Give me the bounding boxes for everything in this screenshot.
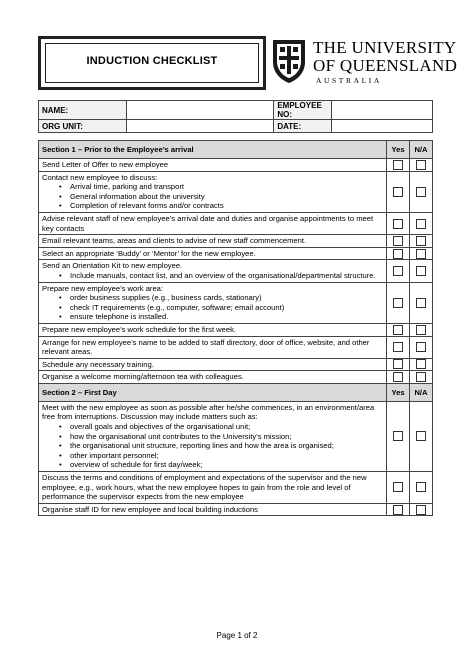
checklist-item [39, 401, 387, 471]
section-header [39, 141, 433, 159]
bullet-item: • order business supplies (e.g., business cards, stationary) [70, 293, 383, 303]
na-cell [410, 159, 433, 172]
checklist-item [39, 358, 387, 371]
section-header [39, 383, 433, 401]
yes-cell [387, 503, 410, 516]
yes-cell [387, 282, 410, 323]
checklist-item-text: Discuss the terms and conditions of employment and expectations of the supervisor and the new employee, e.g., work hours, what the new employee hopes to gain from the role and level of performance the supervisor expects from the new employee [42, 473, 367, 502]
bullet-item: • overview of schedule for first day/week; [70, 460, 383, 470]
section-title: Section 2 – First Day [39, 383, 387, 401]
checklist-item [39, 336, 387, 358]
na-cell [410, 260, 433, 282]
na-cell [410, 472, 433, 504]
checklist-row [39, 282, 433, 323]
yes-cell [387, 212, 410, 234]
checklist-row [39, 212, 433, 234]
checklist-item [39, 503, 387, 516]
checklist-row [39, 235, 433, 248]
checklist-item-text: Send Letter of Offer to new employee [42, 160, 169, 169]
checklist-row [39, 503, 433, 516]
checklist-item-text: Prepare new employee’s work schedule for the first week. [42, 324, 237, 334]
date-label: DATE: [274, 120, 332, 133]
na-checkbox[interactable] [416, 236, 426, 246]
bullet-item: • overall goals and objectives of the organisational unit; [70, 422, 383, 432]
yes-checkbox[interactable] [393, 342, 403, 352]
crest-icon [270, 38, 308, 84]
na-checkbox[interactable] [416, 342, 426, 352]
name-label: NAME: [39, 101, 127, 120]
yes-cell [387, 371, 410, 384]
org-unit-label: ORG UNIT: [39, 120, 127, 133]
yes-checkbox[interactable] [393, 187, 403, 197]
yes-checkbox[interactable] [393, 482, 403, 492]
na-cell [410, 371, 433, 384]
checklist-item-text: Email relevant teams, areas and clients to advise of new staff commencement. [42, 236, 307, 246]
yes-checkbox[interactable] [393, 236, 403, 246]
university-logo [268, 38, 458, 88]
yes-checkbox[interactable] [393, 431, 403, 441]
checklist-item-text: Schedule any necessary training. [42, 359, 154, 369]
bullet-item: • Include manuals, contact list, and an overview of the organisational/departmental structure. [70, 271, 383, 281]
section-1 [39, 141, 433, 384]
na-checkbox[interactable] [416, 359, 426, 369]
checklist-row [39, 159, 433, 172]
checklist-row [39, 336, 433, 358]
page-title: INDUCTION CHECKLIST [86, 55, 218, 67]
checklist-item-text: Select an appropriate ‘Buddy’ or ‘Mentor’ for the new employee. [42, 248, 256, 258]
bullet-item: • check IT requirements (e.g., computer, software; email account) [70, 303, 383, 313]
checklist-row [39, 358, 433, 371]
na-column-header: N/A [410, 141, 433, 159]
na-cell [410, 212, 433, 234]
bullet-item: • Arrival time, parking and transport [70, 182, 383, 192]
checklist-row [39, 401, 433, 471]
na-checkbox[interactable] [416, 431, 426, 441]
checklist-item [39, 235, 387, 248]
na-cell [410, 401, 433, 471]
na-cell [410, 336, 433, 358]
yes-cell [387, 472, 410, 504]
yes-checkbox[interactable] [393, 249, 403, 259]
yes-checkbox[interactable] [393, 219, 403, 229]
yes-cell [387, 336, 410, 358]
yes-checkbox[interactable] [393, 266, 403, 276]
yes-checkbox[interactable] [393, 160, 403, 170]
org-unit-field[interactable] [126, 120, 274, 133]
checklist-item [39, 159, 387, 172]
na-cell [410, 358, 433, 371]
checklist-item [39, 247, 387, 260]
na-cell [410, 282, 433, 323]
checklist-row [39, 371, 433, 384]
yes-cell [387, 323, 410, 336]
bullet-item: • General information about the university [70, 192, 383, 202]
bullet-list [42, 182, 383, 211]
section-title: Section 1 – Prior to the Employee’s arrival [39, 141, 387, 159]
na-cell [410, 171, 433, 212]
checklist-item-text: Prepare new employee’s work area: [42, 283, 163, 293]
yes-checkbox[interactable] [393, 325, 403, 335]
yes-cell [387, 358, 410, 371]
logo-text-line3: AUSTRALIA [316, 76, 382, 85]
checklist-item [39, 323, 387, 336]
na-checkbox[interactable] [416, 249, 426, 259]
na-checkbox[interactable] [416, 325, 426, 335]
na-cell [410, 323, 433, 336]
yes-checkbox[interactable] [393, 298, 403, 308]
na-checkbox[interactable] [416, 372, 426, 382]
bullet-item: • how the organisational unit contributes to the University’s mission; [70, 432, 383, 442]
employee-no-field[interactable] [332, 101, 433, 120]
na-checkbox[interactable] [416, 298, 426, 308]
name-field[interactable] [126, 101, 274, 120]
date-field[interactable] [332, 120, 433, 133]
checklist-row [39, 171, 433, 212]
checklist-item [39, 472, 387, 504]
checklist-item-text: Arrange for new employee’s name to be added to staff directory, door of office, website, and other relevant areas. [42, 337, 370, 357]
bullet-item: • the organisational unit structure, reporting lines and how the area is organised; [70, 441, 383, 451]
checklist-item [39, 282, 387, 323]
checklist-row [39, 472, 433, 504]
employee-no-label: EMPLOYEE NO: [274, 101, 332, 120]
yes-column-header: Yes [387, 141, 410, 159]
yes-cell [387, 171, 410, 212]
na-cell [410, 247, 433, 260]
yes-checkbox[interactable] [393, 372, 403, 382]
section-2 [39, 383, 433, 516]
checklist-item-text: Send an Orientation Kit to new employee. [42, 261, 183, 271]
logo-text-line1: THE UNIVERSITY [313, 38, 457, 57]
na-checkbox[interactable] [416, 505, 426, 515]
checklist-item [39, 171, 387, 212]
yes-cell [387, 235, 410, 248]
na-checkbox[interactable] [416, 219, 426, 229]
checklist-row [39, 260, 433, 282]
yes-cell [387, 247, 410, 260]
yes-column-header: Yes [387, 383, 410, 401]
na-checkbox[interactable] [416, 266, 426, 276]
checklist-row [39, 323, 433, 336]
checklist-item-text: Organise staff ID for new employee and local building inductions [42, 504, 258, 514]
na-checkbox[interactable] [416, 187, 426, 197]
checklist-item-text: Meet with the new employee as soon as possible after he/she commences, in an environment/area free from interruptions. Discussion may include matters such as: [42, 402, 375, 422]
bullet-list [42, 422, 383, 470]
checklist-item-text: Contact new employee to discuss: [42, 172, 158, 182]
employee-info-table [38, 100, 433, 133]
induction-checklist-table [38, 140, 433, 516]
na-cell [410, 235, 433, 248]
checklist-item-text: Organise a welcome morning/afternoon tea with colleagues. [42, 372, 244, 382]
bullet-list [42, 271, 383, 281]
yes-cell [387, 401, 410, 471]
logo-text-line2: OF QUEENSLAND [313, 56, 458, 75]
na-checkbox[interactable] [416, 160, 426, 170]
page-number: Page 1 of 2 [216, 631, 258, 640]
bullet-item: • Completion of relevant forms and/or contracts [70, 201, 383, 211]
checklist-item [39, 371, 387, 384]
yes-checkbox[interactable] [393, 505, 403, 515]
checklist-item [39, 260, 387, 282]
na-checkbox[interactable] [416, 482, 426, 492]
checklist-item [39, 212, 387, 234]
title-box [38, 36, 266, 90]
checklist-row [39, 247, 433, 260]
yes-cell [387, 260, 410, 282]
bullet-item: • other important personnel; [70, 451, 383, 461]
na-cell [410, 503, 433, 516]
yes-checkbox[interactable] [393, 359, 403, 369]
bullet-item: • ensure telephone is installed. [70, 312, 383, 322]
yes-cell [387, 159, 410, 172]
checklist-item-text: Advise relevant staff of new employee’s arrival date and duties and organise appointments to meet key contacts [42, 213, 374, 233]
na-column-header: N/A [410, 383, 433, 401]
bullet-list [42, 293, 383, 322]
